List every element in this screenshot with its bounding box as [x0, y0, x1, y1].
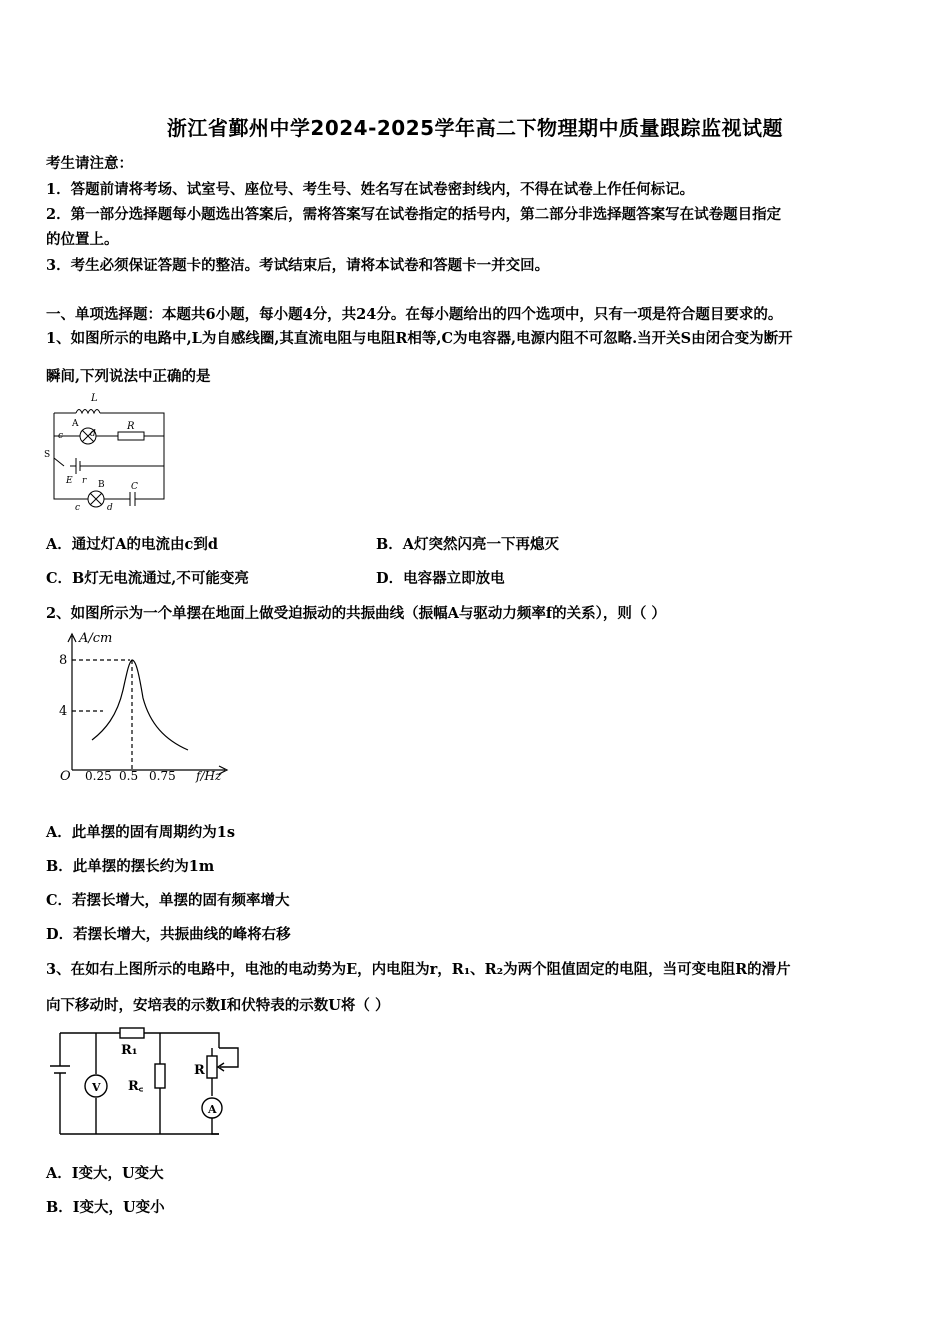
- q2-option-d: D．若摆长增大，共振曲线的峰将右移: [46, 926, 291, 943]
- ammeter-label: A: [208, 1103, 217, 1116]
- label-R: R: [127, 421, 135, 432]
- q2-option-b: B．此单摆的摆长约为1m: [46, 858, 215, 875]
- q1-circuit-diagram: [40, 388, 180, 518]
- label-R2: R꜀: [128, 1079, 144, 1094]
- q2-option-a: A．此单摆的固有周期约为1s: [46, 824, 236, 841]
- label-c: c: [75, 503, 81, 513]
- q3-stem-line1: 3、在如右上图所示的电路中，电池的电动势为E，内电阻为r，R₁、R₂为两个阻值固定的电阻，当可变电阻R的滑片: [46, 961, 791, 978]
- label-r: r: [82, 476, 87, 486]
- y-axis-label: A/cm: [79, 631, 113, 646]
- label-B: B: [98, 480, 105, 490]
- q3-option-b: B．I变大，U变小: [46, 1199, 165, 1216]
- section-heading: 一、单项选择题：本题共6小题，每小题4分，共24分。在每小题给出的四个选项中，只有一项是符合题目要求的。: [46, 306, 783, 323]
- y-tick: 8: [59, 653, 68, 668]
- q1-option-c: C．B灯无电流通过,不可能变亮: [46, 570, 249, 587]
- label-L: L: [91, 393, 98, 404]
- notice-item: 3．考生必须保证答题卡的整洁。考试结束后，请将本试卷和答题卡一并交回。: [46, 257, 550, 274]
- q2-stem: 2、如图所示为一个单摆在地面上做受迫振动的共振曲线（振幅A与驱动力频率f的关系），则（ ）: [46, 605, 666, 622]
- q1-option-b: B．A灯突然闪亮一下再熄灭: [376, 536, 560, 553]
- q3-stem-line2: 向下移动时，安培表的示数I和伏特表的示数U将（ ）: [46, 997, 390, 1014]
- label-R: R: [194, 1063, 205, 1078]
- q2-resonance-graph: [55, 628, 240, 788]
- notice-item: 的位置上。: [46, 231, 119, 248]
- label-R1: R₁: [121, 1043, 138, 1058]
- label-E: E: [66, 476, 73, 486]
- label-S: S: [44, 450, 51, 460]
- y-tick: 4: [59, 704, 68, 719]
- q3-circuit-diagram: [44, 1022, 244, 1142]
- q3-option-a: A．I变大，U变大: [46, 1165, 164, 1182]
- notice-heading: 考生请注意：: [46, 155, 133, 172]
- q2-option-c: C．若摆长增大，单摆的固有频率增大: [46, 892, 290, 909]
- x-tick: 0.25: [85, 769, 112, 783]
- label-d: d: [90, 429, 96, 439]
- q1-stem-line2: 瞬间,下列说法中正确的是: [46, 368, 211, 385]
- q1-option-a: A．通过灯A的电流由c到d: [46, 536, 218, 553]
- notice-item: 2．第一部分选择题每小题选出答案后，需将答案写在试卷指定的括号内，第二部分非选择题答案写在试卷题目指定: [46, 206, 782, 223]
- notice-item: 1．答题前请将考场、试室号、座位号、考生号、姓名写在试卷密封线内，不得在试卷上作任何标记。: [46, 181, 695, 198]
- q1-stem-line1: 1、如图所示的电路中,L为自感线圈,其直流电阻与电阻R相等,C为电容器,电源内阻不可忽略.当开关S由闭合变为断开: [46, 330, 793, 347]
- q1-option-d: D．电容器立即放电: [376, 570, 505, 587]
- label-C: C: [131, 482, 138, 492]
- page-title: 浙江省鄞州中学2024-2025学年高二下物理期中质量跟踪监视试题: [166, 116, 784, 140]
- x-tick: 0.75: [149, 769, 176, 783]
- label-d: d: [107, 503, 113, 513]
- voltmeter-label: V: [92, 1081, 101, 1094]
- x-axis-label: f/Hz: [196, 769, 222, 783]
- x-tick: 0.5: [119, 769, 139, 783]
- origin-label: O: [60, 769, 71, 784]
- label-A: A: [72, 419, 79, 429]
- label-c: c: [58, 431, 64, 441]
